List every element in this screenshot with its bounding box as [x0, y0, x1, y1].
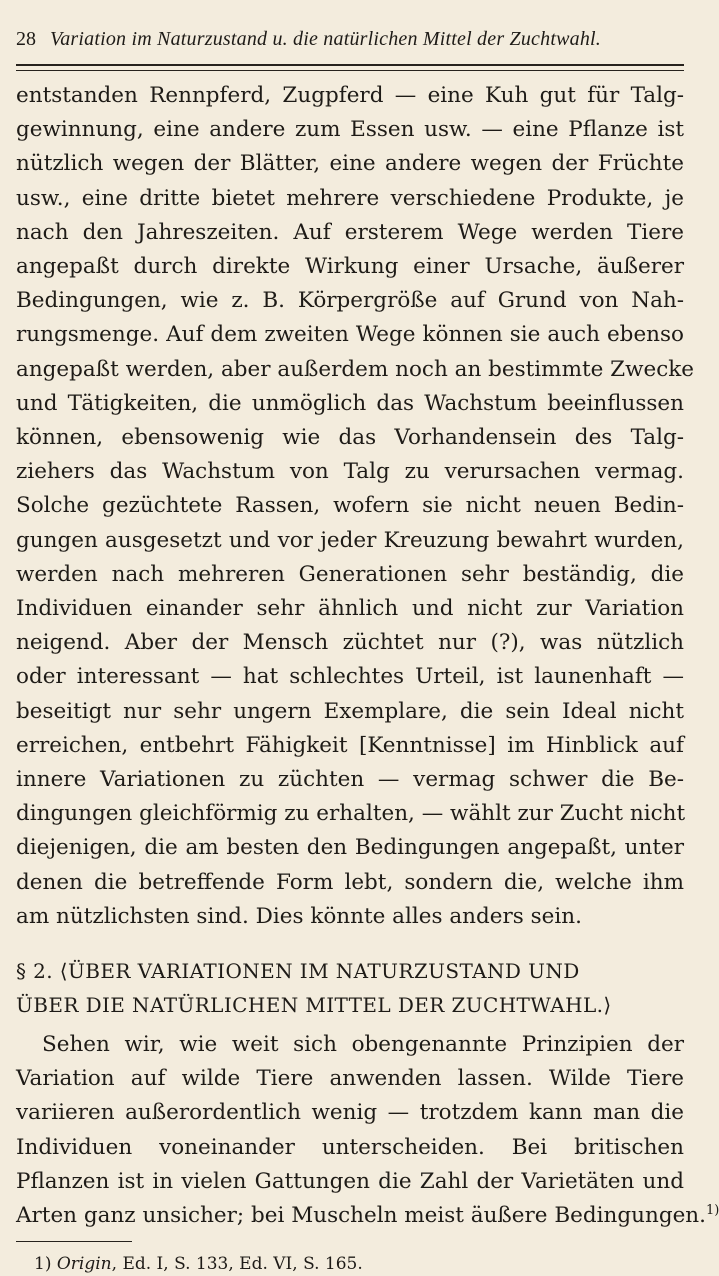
- text-line: ziehers das Wachstum von Talg zu verursachen vermag.: [16, 459, 684, 485]
- text-line: Individuen voneinander unterscheiden. Bei britischen: [16, 1134, 684, 1160]
- footnote-rule: [16, 1241, 132, 1242]
- text-line: und Tätigkeiten, die unmöglich das Wachstum beeinflussen: [16, 390, 684, 416]
- section-heading: [16, 954, 684, 1022]
- page-header: [16, 28, 684, 60]
- running-head: Variation im Naturzustand u. die natürlichen Mittel der Zuchtwahl.: [50, 28, 601, 50]
- text-line: Solche gezüchtete Rassen, wofern sie nicht neuen Bedin-: [16, 493, 684, 519]
- text-line: denen die betreffende Form lebt, sondern die, welche ihm: [16, 869, 684, 895]
- text-line: nach den Jahreszeiten. Auf ersterem Wege werden Tiere: [16, 219, 684, 245]
- text-line: rungsmenge. Auf dem zweiten Wege können sie auch ebenso: [16, 322, 684, 348]
- text-line: oder interessant — hat schlechtes Urteil, ist launenhaft —: [16, 664, 684, 690]
- text-line: Arten ganz unsicher; bei Muscheln meist äußere Bedingungen.: [16, 1203, 706, 1229]
- text-line: Bedingungen, wie z. B. Körpergröße auf Grund von Nah-: [16, 288, 684, 314]
- text-line: dingungen gleichförmig zu erhalten, — wählt zur Zucht nicht: [16, 801, 686, 827]
- text-line: usw., eine dritte bietet mehrere verschiedene Produkte, je: [16, 185, 684, 211]
- text-line: können, ebensowenig wie das Vorhandensein des Talg-: [16, 425, 684, 451]
- text-line: angepaßt durch direkte Wirkung einer Ursache, äußerer: [16, 254, 684, 280]
- text-line: gewinnung, eine andere zum Essen usw. — eine Pflanze ist: [16, 117, 684, 143]
- text-line: neigend. Aber der Mensch züchtet nur (?), was nützlich: [16, 630, 684, 656]
- text-line: werden nach mehreren Generationen sehr beständig, die: [16, 561, 684, 587]
- text-line: beseitigt nur sehr ungern Exemplare, die sein Ideal nicht: [16, 698, 684, 724]
- footnote-number: 1): [34, 1254, 52, 1275]
- text-line: Individuen einander sehr ähnlich und nicht zur Variation: [16, 596, 684, 622]
- text-line: angepaßt werden, aber außerdem noch an bestimmte Zwecke: [16, 356, 695, 382]
- footnote-reference: 1): [705, 1202, 719, 1218]
- header-rule: [16, 64, 684, 71]
- text-line: am nützlichsten sind. Dies könnte alles anders sein.: [16, 903, 582, 929]
- paragraph-2: [16, 1028, 719, 1233]
- footnote-text: , Ed. I, S. 133, Ed. VI, S. 165.: [111, 1254, 363, 1275]
- section-heading-line: ÜBER DIE NATÜRLICHEN MITTEL DER ZUCHTWAHL.⟩: [16, 993, 612, 1018]
- section-heading-line: § 2. ⟨ÜBER VARIATIONEN IM NATURZUSTAND UND: [16, 959, 580, 984]
- text-line: Variation auf wilde Tiere anwenden lassen. Wilde Tiere: [16, 1066, 684, 1092]
- paragraph-1: [16, 79, 695, 934]
- text-line: diejenigen, die am besten den Bedingungen angepaßt, unter: [16, 835, 684, 861]
- text-line: nützlich wegen der Blätter, eine andere wegen der Früchte: [16, 151, 684, 177]
- text-line-with-footnote-ref: [16, 1199, 719, 1233]
- text-line: erreichen, entbehrt Fähigkeit [Kenntnisse] im Hinblick auf: [16, 732, 684, 758]
- text-line: innere Variationen zu züchten — vermag schwer die Be-: [16, 767, 684, 793]
- footnote: [16, 1252, 684, 1276]
- text-line: variieren außerordentlich wenig — trotzdem kann man die: [16, 1100, 684, 1126]
- page-number: 28: [16, 28, 36, 50]
- footnote-title: Origin: [56, 1254, 112, 1275]
- text-line: Sehen wir, wie weit sich obengenannte Prinzipien der: [42, 1032, 684, 1058]
- text-line: entstanden Rennpferd, Zugpferd — eine Kuh gut für Talg-: [16, 83, 684, 108]
- text-line: gungen ausgesetzt und vor jeder Kreuzung bewahrt wurden,: [16, 527, 684, 553]
- text-line: Pflanzen ist in vielen Gattungen die Zahl der Varietäten und: [16, 1168, 684, 1194]
